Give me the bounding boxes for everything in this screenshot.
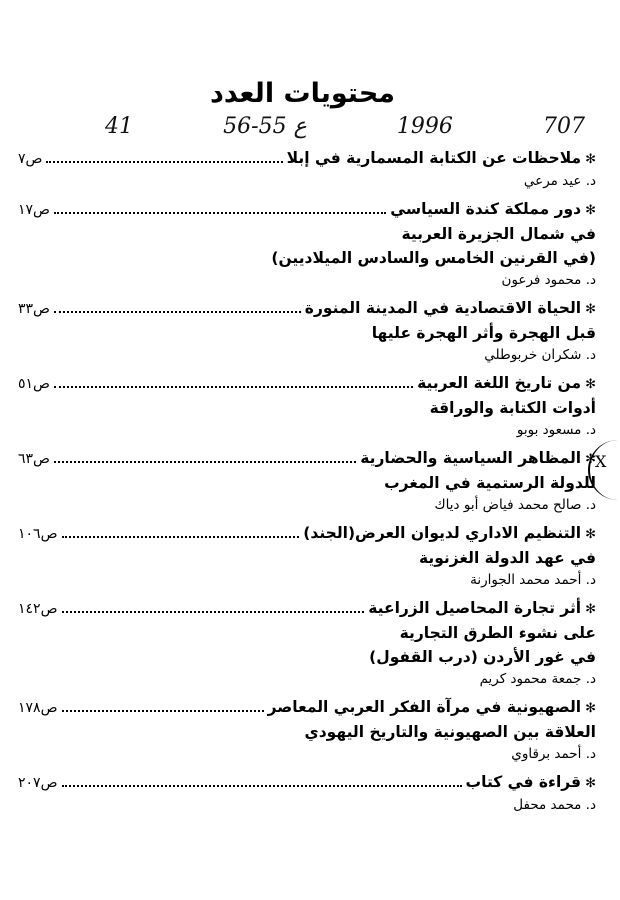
toc-entry-line — [18, 771, 596, 795]
bullet-star-icon: ✻ — [585, 701, 596, 716]
dot-leader — [62, 710, 264, 712]
toc-entry-line — [18, 522, 596, 546]
article-title-continuation: قبل الهجرة وأثر الهجرة عليها — [371, 324, 596, 342]
article-title-continuation: (في القرنين الخامس والسادس الميلاديين) — [271, 249, 596, 267]
article-title-continuation: على نشوء الطرق التجارية — [399, 624, 596, 642]
toc-entry-line — [18, 696, 596, 720]
article-title: التنظيم الاداري لديوان العرض(الجند) — [303, 524, 582, 542]
article-author: د. محمود فرعون — [501, 272, 596, 288]
page-number: ص١٤٢ — [18, 601, 58, 617]
article-title: الحياة الاقتصادية في المدينة المنورة — [304, 299, 582, 317]
toc-entry — [18, 297, 596, 366]
page-title: محتويات العدد — [209, 78, 396, 109]
bullet-star-icon: ✻ — [585, 302, 596, 317]
handwritten-note: 707 — [542, 114, 585, 139]
article-author: د. عيد مرعي — [523, 173, 596, 189]
toc-entry — [18, 447, 596, 516]
page-number: ص٢٠٧ — [18, 775, 58, 791]
article-title: دور مملكة كندة السياسي — [390, 200, 582, 218]
toc-entry — [18, 147, 596, 192]
article-title-continuation: للدولة الرستمية في المغرب — [384, 474, 596, 492]
toc-entry-line — [18, 372, 596, 396]
margin-mark: X — [595, 452, 607, 471]
handwritten-note: 1996 — [396, 114, 453, 139]
article-title: ملاحظات عن الكتابة المسمارية في إبلا — [286, 149, 582, 167]
bullet-star-icon: ✻ — [585, 452, 596, 467]
article-title-continuation: أدوات الكتابة والوراقة — [429, 399, 596, 417]
article-title-continuation: في غور الأردن (درب القفول) — [369, 648, 596, 666]
article-author: د. أحمد محمد الجوارنة — [470, 572, 596, 588]
article-title: الصهيونية في مرآة الفكر العربي المعاصر — [267, 698, 582, 716]
article-author: د. جمعة محمود كريم — [479, 671, 596, 687]
toc-entry — [18, 597, 596, 690]
page-number: ص٧ — [18, 151, 43, 167]
toc-entry-line — [18, 198, 596, 222]
toc-entry — [18, 198, 596, 291]
article-title-continuation: في عهد الدولة الغزنوية — [418, 549, 596, 567]
dot-leader — [54, 461, 356, 463]
article-title: من تاريخ اللغة العربية — [417, 374, 582, 392]
article-author: د. محمد محفل — [513, 797, 596, 813]
dot-leader — [54, 311, 301, 313]
toc-entry — [18, 522, 596, 591]
dot-leader — [54, 386, 413, 388]
article-title-continuation: العلاقة بين الصهيونية والتاريخ اليهودي — [304, 723, 596, 741]
bullet-star-icon: ✻ — [585, 602, 596, 617]
toc-entry-line — [18, 447, 596, 471]
article-title-continuation: في شمال الجزيرة العربية — [401, 225, 596, 243]
dot-leader — [46, 161, 282, 163]
table-of-contents — [18, 147, 596, 822]
page-number: ص٥١ — [18, 376, 50, 392]
toc-entry-line — [18, 297, 596, 321]
bullet-star-icon: ✻ — [585, 377, 596, 392]
article-author: د. صالح محمد فياض أبو دياك — [434, 497, 596, 513]
handwritten-notes — [105, 114, 585, 139]
dot-leader — [62, 785, 462, 787]
handwritten-note: 56-55 ع — [223, 114, 307, 139]
handwritten-note: 41 — [105, 114, 133, 139]
article-title: أثر تجارة المحاصيل الزراعية — [368, 599, 582, 617]
bullet-star-icon: ✻ — [585, 776, 596, 791]
article-author: د. مسعود بوبو — [516, 422, 596, 438]
toc-entry — [18, 771, 596, 816]
page-number: ص١٧٨ — [18, 700, 58, 716]
toc-entry-line — [18, 597, 596, 621]
toc-entry — [18, 696, 596, 765]
article-title: المظاهر السياسية والحضارية — [360, 449, 582, 467]
page-number: ص١٠٦ — [18, 526, 58, 542]
dot-leader — [54, 212, 386, 214]
article-author: د. أحمد برقاوي — [511, 746, 596, 762]
dot-leader — [62, 536, 300, 538]
bullet-star-icon: ✻ — [585, 203, 596, 218]
article-author: د. شكران خربوطلي — [484, 347, 596, 363]
bullet-star-icon: ✻ — [585, 527, 596, 542]
toc-entry — [18, 372, 596, 441]
dot-leader — [62, 611, 365, 613]
article-title: قراءة في كتاب — [465, 773, 582, 791]
page-number: ص٣٣ — [18, 301, 50, 317]
page-number: ص٦٣ — [18, 451, 50, 467]
page-number: ص١٧ — [18, 202, 50, 218]
bullet-star-icon: ✻ — [585, 152, 596, 167]
toc-entry-line — [18, 147, 596, 171]
